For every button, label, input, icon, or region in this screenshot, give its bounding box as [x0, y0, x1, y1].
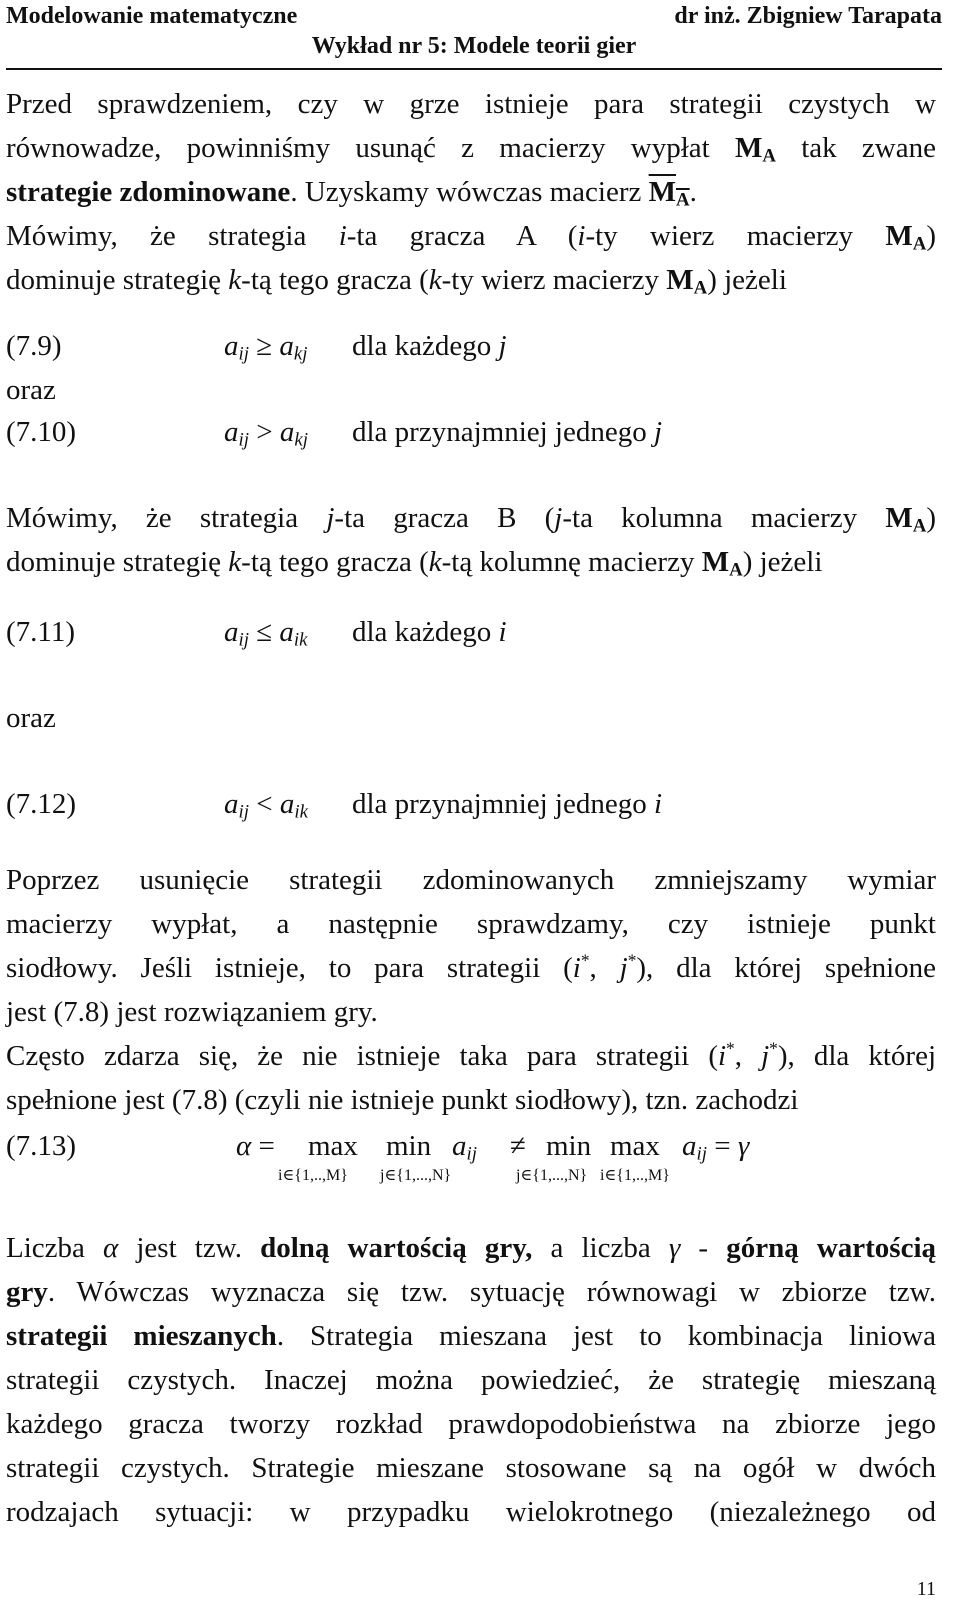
equation-condition: dla przynajmniej jednego i — [352, 788, 663, 820]
paragraph-saddle-point — [6, 858, 936, 1122]
paragraph-dominated-strategies — [6, 82, 936, 302]
course-title: Modelowanie matematyczne — [6, 3, 298, 29]
equation-condition: dla każdego i — [352, 616, 507, 648]
equation-number: (7.12) — [6, 788, 77, 820]
connector-oraz: oraz — [6, 702, 56, 734]
text-line: jest (7.8) jest rozwiązaniem gry. — [6, 996, 378, 1028]
equation-7-13 — [6, 1126, 906, 1196]
text-line: rodzajach sytuacji: w przypadku wielokrotnego (niezależnego od — [6, 1496, 936, 1528]
operator-min: min j∈{1,...,N} — [386, 1126, 431, 1166]
text-line: spełnione jest (7.8) (czyli nie istnieje punkt siodłowy), tzn. zachodzi — [6, 1084, 799, 1116]
text-line: strategii mieszanych. Strategia mieszana jest to kombinacja liniowa — [6, 1320, 936, 1352]
equation-7-12 — [6, 784, 806, 824]
equation-number: (7.11) — [6, 616, 75, 648]
matrix-reduced: $M_A$ — [648, 176, 690, 211]
equation-number: (7.10) — [6, 416, 77, 448]
text-line: równowadze, powinniśmy usunąć z macierzy wypłat $M_A$ tak zwane — [6, 132, 936, 167]
paragraph-mixed-strategies — [6, 1226, 936, 1534]
text-line: Przed sprawdzeniem, czy w grze istnieje para strategii czystych w — [6, 88, 936, 120]
text-line: dominuje strategię k-tą tego gracza (k-tą kolumnę macierzy $M_A$) jeżeli — [6, 546, 823, 581]
symbol-alpha: α = — [236, 1130, 275, 1162]
page-number: 11 — [916, 1578, 936, 1600]
equation-number: (7.9) — [6, 330, 62, 362]
equation-expression: $a_{ij} < a_{ik}$ — [224, 788, 308, 823]
limit-j: j∈{1,...,N} — [380, 1167, 452, 1184]
header-rule — [6, 68, 942, 70]
text-line: dominuje strategię k-tą tego gracza (k-ty wierz macierzy $M_A$) jeżeli — [6, 264, 787, 299]
equation-condition: dla każdego j — [352, 330, 507, 362]
text-line: strategii czystych. Strategie mieszane stosowane są na ogół w dwóch — [6, 1452, 936, 1484]
text-line: Poprzez usunięcie strategii zdominowanych zmniejszamy wymiar — [6, 864, 936, 896]
text-line: Mówimy, że strategia j-ta gracza B (j-ta kolumna macierzy $M_A$) — [6, 502, 936, 537]
element-a-ij: $a_{ij}$ — [452, 1130, 477, 1165]
author-name: dr inż. Zbigniew Tarapata — [674, 3, 942, 29]
text-line: gry. Wówczas wyznacza się tzw. sytuację równowagi w zbiorze tzw. — [6, 1276, 936, 1308]
limit-i: i∈{1,..,M} — [278, 1167, 348, 1184]
operator-max: max i∈{1,..,M} — [308, 1126, 358, 1166]
equation-expression: $a_{ij} \ge a_{kj}$ — [224, 330, 308, 365]
equation-condition: dla przynajmniej jednego j — [352, 416, 663, 448]
text-line: siodłowy. Jeśli istnieje, to para strategii (i*, j*), dla której spełnione — [6, 950, 936, 984]
equation-expression: $a_{ij} > a_{kj}$ — [224, 416, 308, 451]
paragraph-column-dominance — [6, 496, 936, 584]
equation-number: (7.13) — [6, 1130, 77, 1162]
connector-oraz: oraz — [6, 374, 56, 406]
equation-7-10 — [6, 412, 806, 452]
text-line: strategii czystych. Inaczej można powiedzieć, że strategię mieszaną — [6, 1364, 936, 1396]
operator-max: max i∈{1,..,M} — [610, 1126, 660, 1166]
limit-i: i∈{1,..,M} — [600, 1167, 670, 1184]
equation-7-11 — [6, 612, 806, 652]
limit-j: j∈{1,...,N} — [516, 1167, 588, 1184]
text-line: każdego gracza tworzy rozkład prawdopodobieństwa na zbiorze jego — [6, 1408, 936, 1440]
lecture-title: Wykład nr 5: Modele teorii gier — [311, 33, 637, 59]
text-line: strategie zdominowane. Uzyskamy wówczas macierz $M_A$. — [6, 176, 697, 211]
text-line: Liczba α jest tzw. dolną wartością gry, a liczba γ - górną wartością — [6, 1232, 937, 1264]
equation-7-9 — [6, 326, 806, 366]
operator-min: min j∈{1,...,N} — [546, 1126, 591, 1166]
text-line: Często zdarza się, że nie istnieje taka para strategii (i*, j*), dla której — [6, 1038, 937, 1072]
equation-expression: $a_{ij} \le a_{ik}$ — [224, 616, 308, 651]
element-a-ij: $a_{ij} = \gamma$ — [682, 1130, 750, 1165]
symbol-neq: ≠ — [510, 1130, 526, 1162]
text-line: macierzy wypłat, a następnie sprawdzamy, czy istnieje punkt — [6, 908, 936, 940]
text-line: Mówimy, że strategia i-ta gracza A (i-ty wierz macierzy $M_A$) — [6, 220, 936, 255]
